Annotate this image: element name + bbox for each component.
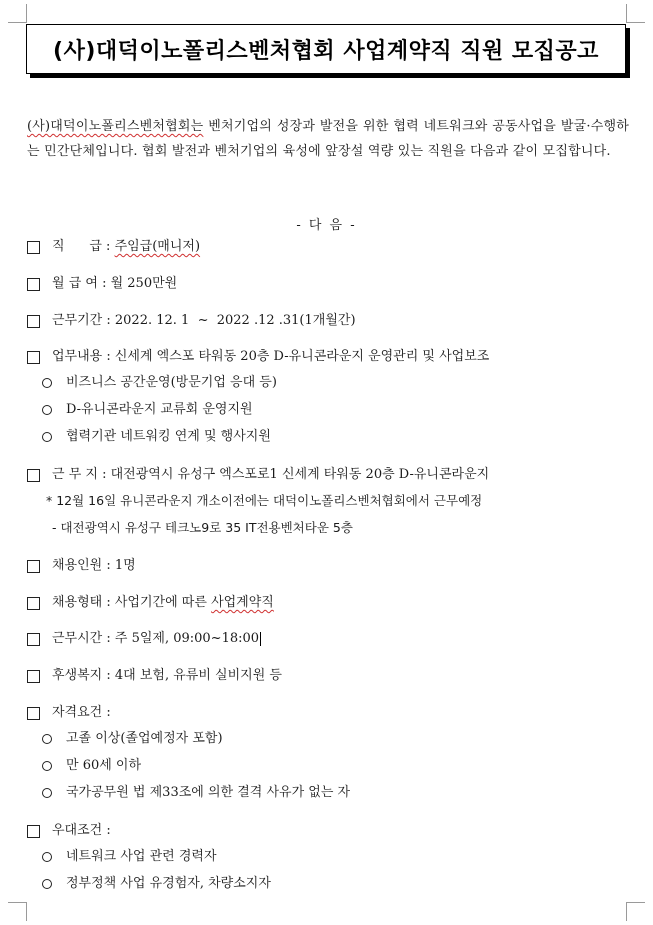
checkbox-square-icon [27, 670, 40, 683]
text-cursor [260, 632, 261, 646]
item-headcount-label: 채용인원 : 1명 [52, 558, 136, 573]
checkbox-square-icon [27, 633, 40, 646]
preference-text: 정부정책 사업 유경험자, 차량소지자 [66, 876, 271, 891]
item-salary [27, 274, 177, 294]
list-item [42, 729, 223, 749]
circle-bullet-icon [42, 761, 52, 771]
item-type-label: 채용형태 : 사업기간에 따른 [52, 595, 212, 610]
item-type [27, 593, 274, 613]
duty-text: 협력기관 네트워킹 연계 및 행사지원 [66, 429, 271, 444]
item-grade-value: 주임급(매니저) [114, 239, 201, 254]
item-location-label: 근 무 지 : 대전광역시 유성구 엑스포로1 신세계 타워동 20층 D-유니콘라운지 [52, 467, 490, 482]
page-corner-mark [8, 4, 27, 23]
circle-bullet-icon [42, 734, 52, 744]
title-box [26, 24, 626, 74]
item-welfare-label: 후생복지 : 4대 보험, 유류비 실비지원 등 [52, 668, 282, 683]
checkbox-square-icon [27, 825, 40, 838]
list-item [42, 400, 253, 420]
qualification-text: 국가공무원 법 제33조에 의한 결격 사유가 없는 자 [66, 785, 351, 800]
checkbox-square-icon [27, 469, 40, 482]
page-corner-mark [626, 902, 645, 921]
checkbox-square-icon [27, 241, 40, 254]
item-duties-label: 업무내용 : 신세계 엑스포 타워동 20층 D-유니콘라운지 운영관리 및 사업보조 [52, 349, 490, 364]
item-salary-label: 월 급 여 : 월 250만원 [52, 276, 178, 291]
list-item [42, 874, 271, 894]
location-address-note: - 대전광역시 유성구 테크노9로 35 IT전용벤처타운 5층 [52, 520, 353, 535]
circle-bullet-icon [42, 879, 52, 889]
item-duties [27, 347, 489, 367]
page-corner-mark [626, 4, 645, 23]
intro-paragraph [27, 114, 629, 164]
item-period [27, 311, 356, 331]
circle-bullet-icon [42, 405, 52, 415]
checkbox-square-icon [27, 278, 40, 291]
list-item [42, 847, 217, 867]
checkbox-square-icon [27, 707, 40, 720]
item-hours-label: 근무시간 : 주 5일제, 09:00~18:00 [52, 631, 260, 646]
duty-text: 비즈니스 공간운영(방문기업 응대 등) [66, 375, 277, 390]
intro-org-name: (사)대덕이노폴리스벤처협회는 [27, 119, 204, 134]
item-preferences-label: 우대조건 : [52, 823, 111, 838]
list-item [42, 373, 277, 393]
item-grade-label: 직 급 : [52, 239, 115, 254]
checkbox-square-icon [27, 597, 40, 610]
circle-bullet-icon [42, 378, 52, 388]
item-headcount [27, 556, 136, 576]
checkbox-square-icon [27, 560, 40, 573]
duty-text: D-유니콘라운지 교류회 운영지원 [66, 402, 253, 417]
list-item [42, 783, 350, 803]
item-qualifications [27, 703, 111, 723]
item-period-label: 근무기간 : 2022. 12. 1 ~ 2022 .12 .31(1개월간) [52, 313, 356, 328]
page-corner-mark [8, 902, 27, 921]
item-welfare [27, 666, 282, 686]
intro-text: 벤처기업의 성장과 발전을 위한 협력 네트워크와 공동사업을 발굴·수행하는 민간단체입니다. 협회 발전과 벤처기업의 육성에 앞장설 역량 있는 직원을 다음과 같이 모집합니다. [27, 119, 629, 159]
section-heading: - 다 음 - [296, 218, 357, 233]
page-title: (사)대덕이노폴리스벤처협회 사업계약직 직원 모집공고 [53, 38, 599, 64]
item-preferences [27, 821, 111, 841]
checkbox-square-icon [27, 351, 40, 364]
location-note: * 12월 16일 유니콘라운지 개소이전에는 대덕이노폴리스벤처협회에서 근무예정 [46, 493, 483, 508]
item-type-value: 사업계약직 [211, 595, 274, 610]
item-hours [27, 629, 261, 649]
item-location [27, 465, 489, 485]
item-qualifications-label: 자격요건 : [52, 705, 111, 720]
item-grade [27, 237, 200, 257]
list-item [42, 756, 141, 776]
circle-bullet-icon [42, 852, 52, 862]
circle-bullet-icon [42, 432, 52, 442]
preference-text: 네트워크 사업 관련 경력자 [66, 849, 217, 864]
qualification-text: 고졸 이상(졸업예정자 포함) [66, 731, 223, 746]
qualification-text: 만 60세 이하 [66, 758, 142, 773]
checkbox-square-icon [27, 315, 40, 328]
circle-bullet-icon [42, 788, 52, 798]
list-item [42, 427, 271, 447]
